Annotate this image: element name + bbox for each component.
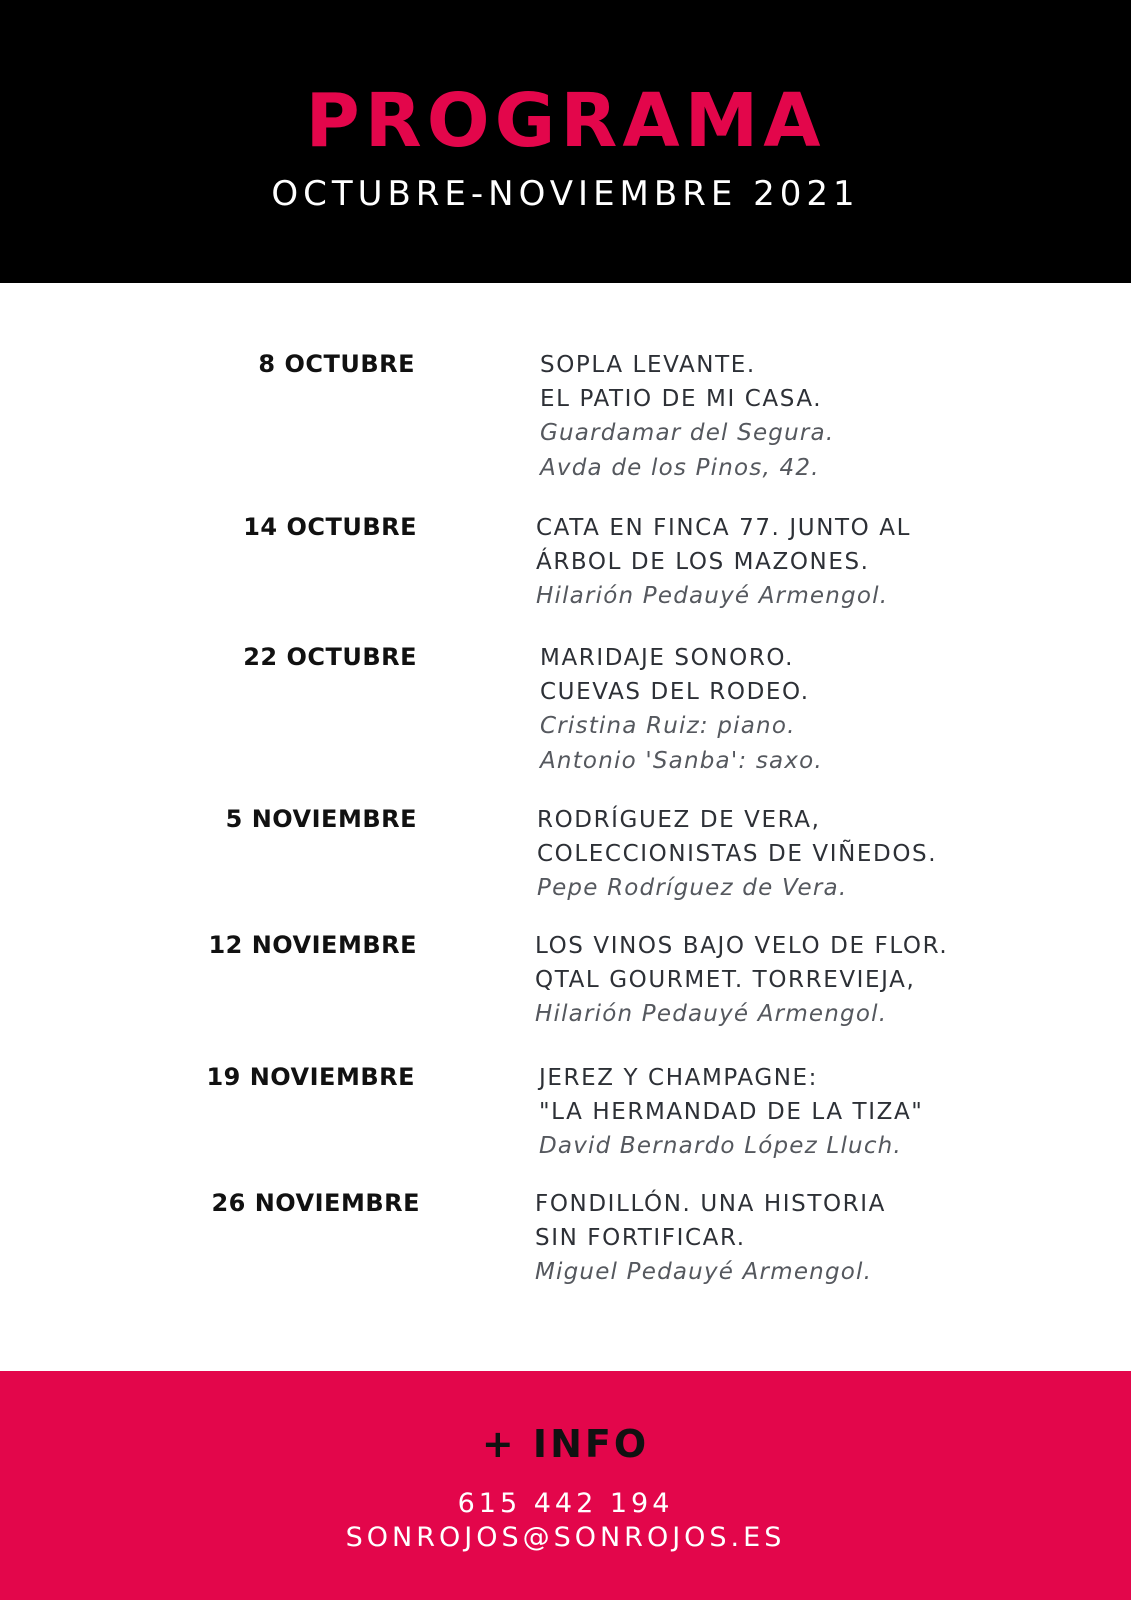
contact-phone: 615 442 194: [457, 1488, 674, 1519]
event-detail-line: Hilarión Pedauyé Armengol.: [536, 583, 889, 609]
event-title-line: SOPLA LEVANTE.: [540, 352, 756, 378]
event-detail-line: Avda de los Pinos, 42.: [540, 455, 820, 481]
event-title-line: LOS VINOS BAJO VELO DE FLOR.: [535, 933, 949, 959]
event-info: [540, 641, 1040, 779]
event-title-line: CATA EN FINCA 77. JUNTO AL: [536, 515, 912, 541]
event-title-line: RODRÍGUEZ DE VERA,: [537, 807, 821, 833]
event-detail-line: Antonio 'Sanba': saxo.: [540, 748, 823, 774]
event-detail-line: Miguel Pedauyé Armengol.: [535, 1259, 873, 1285]
event-title-line: EL PATIO DE MI CASA.: [540, 386, 823, 412]
event-date: 22 OCTUBRE: [243, 643, 417, 671]
event-date: 14 OCTUBRE: [243, 513, 417, 541]
event-title-line: FONDILLÓN. UNA HISTORIA: [535, 1191, 886, 1217]
info-heading: + INFO: [481, 1422, 650, 1466]
event-date: 26 NOVIEMBRE: [211, 1189, 420, 1217]
event-title-line: SIN FORTIFICAR.: [535, 1225, 746, 1251]
event-info: [539, 1061, 1039, 1164]
event-title-line: JEREZ Y CHAMPAGNE:: [539, 1065, 819, 1091]
event-date: 12 NOVIEMBRE: [208, 931, 417, 959]
event-title-line: QTAL GOURMET. TORREVIEJA,: [535, 967, 916, 993]
event-title-line: CUEVAS DEL RODEO.: [540, 679, 810, 705]
event-detail-line: Hilarión Pedauyé Armengol.: [535, 1001, 888, 1027]
event-date: 19 NOVIEMBRE: [206, 1063, 415, 1091]
event-info: [540, 348, 1040, 486]
event-detail-line: Pepe Rodríguez de Vera.: [537, 875, 848, 901]
event-title-line: ÁRBOL DE LOS MAZONES.: [536, 549, 870, 575]
contact-email: SONROJOS@SONROJOS.ES: [345, 1522, 786, 1553]
page-subtitle: OCTUBRE-NOVIEMBRE 2021: [271, 174, 860, 214]
event-detail-line: Guardamar del Segura.: [540, 420, 835, 446]
event-title-line: MARIDAJE SONORO.: [540, 645, 795, 671]
event-date: 8 OCTUBRE: [258, 350, 415, 378]
event-info: [535, 929, 1035, 1032]
footer-band: [0, 1371, 1131, 1600]
event-title-line: "LA HERMANDAD DE LA TIZA": [539, 1099, 924, 1125]
event-detail-line: Cristina Ruiz: piano.: [540, 713, 796, 739]
event-info: [535, 1187, 1035, 1290]
event-info: [537, 803, 1037, 906]
event-title-line: COLECCIONISTAS DE VIÑEDOS.: [537, 841, 938, 867]
event-date: 5 NOVIEMBRE: [225, 805, 417, 833]
event-info: [536, 511, 1036, 614]
event-detail-line: David Bernardo López Lluch.: [539, 1133, 902, 1159]
page-title: PROGRAMA: [305, 78, 826, 164]
